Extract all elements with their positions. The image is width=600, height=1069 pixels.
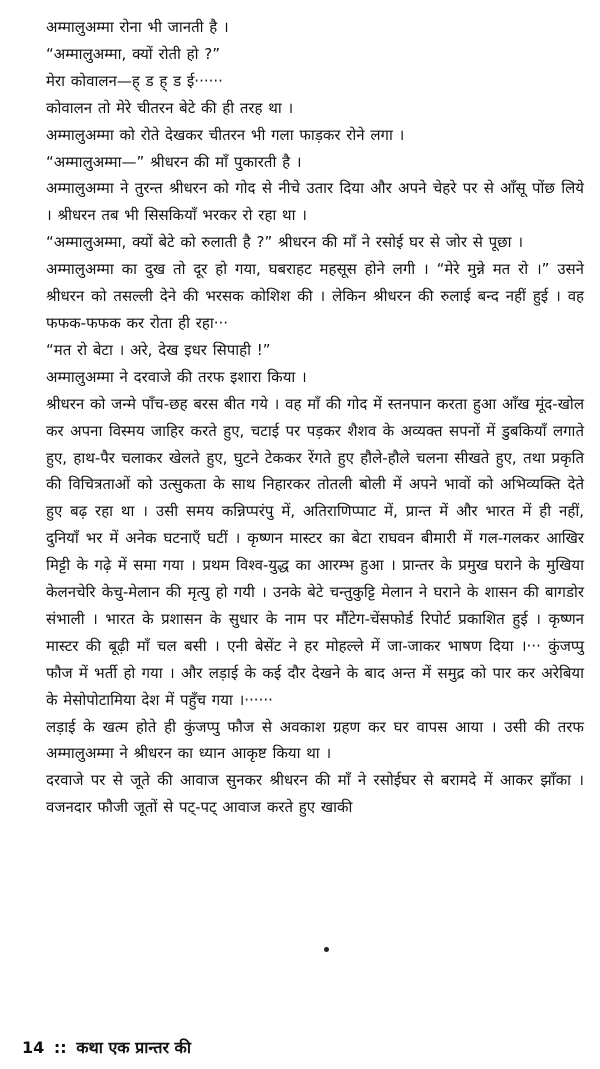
page-footer [22, 1036, 191, 1058]
paragraph: “मत रो बेटा । अरे, देख इधर सिपाही !” [46, 340, 271, 359]
paragraph: अम्मालुअम्मा को रोते देखकर चीतरन भी गला फाड़कर रोने लगा । [46, 125, 405, 144]
paragraph: “अम्मालुअम्मा, क्यों रोती हो ?” [46, 44, 221, 63]
paragraph: अम्मालुअम्मा का दुख तो दूर हो गया, घबराहट महसूस होने लगी । “मेरे मुन्ने मत रो ।” उसने श्रीधरन को तसल्ली देने की भरसक कोशिश की । लेकिन श्रीधरन की रुलाई बन्द नहीं हुई । वह फफक-फफक कर रोता ही रहा··· [46, 260, 584, 332]
paragraph: दरवाजे पर से जूते की आवाज सुनकर श्रीधरन की माँ ने रसोईघर से बरामदे में आकर झाँका । वजनदार फौजी जूतों से पट्-पट् आवाज करते हुए खाकी [46, 771, 584, 817]
page-number: 14 [22, 1038, 45, 1057]
footer-separator: :: [53, 1038, 67, 1057]
paragraph: अम्मालुअम्मा ने दरवाजे की तरफ इशारा किया । [46, 367, 307, 386]
book-title: कथा एक प्रान्तर की [76, 1038, 191, 1057]
paragraph: श्रीधरन को जन्मे पाँच-छह बरस बीत गये । वह माँ की गोद में स्तनपान करता हुआ आँख मूंद-खोल कर अपना विस्मय जाहिर करते हुए, चटाई पर पड़कर शैशव के अव्यक्त सपनों में डुबकियाँ लगाते हुए, हाथ-पैर चलाकर खेलते हुए, घुटने टेककर रेंगते हुए हौले-हौले चलना सीखते हुए, तथा प्रकृति की विचित्रताओं को उत्सुकता के साथ निहारकर तोतली बोली में अपने भावों को अभिव्यक्ति देते हुए बढ़ रहा था । उसी समय कन्निप्परंपु में, अतिराणिप्पाट में, प्रान्त में और भारत में ही नहीं, दुनियाँ भर में अनेक घटनाएँ घटीं । कृष्णन मास्टर का बेटा राघवन बीमारी में गल-गलकर आखिर मिट्टी के गढ़े में समा गया । प्रथम विश्व-युद्ध का आरम्भ हुआ । प्रान्तर के प्रमुख घराने के मुखिया केलनचेरि केचु-मेलान की मृत्यु हो गयी । उनके बेटे चन्तुकुट्टि मेलान ने घराने के शासन की बागडोर संभाली । भारत के प्रशासन के सुधार के नाम पर मौंटेग-चेंसफोर्ड रिपोर्ट प्रकाशित हुई । कृष्णन मास्टर की बूढ़ी माँ चल बसी । एनी बेसेंट ने हर मोहल्ले में जा-जाकर भाषण दिया ।··· कुंजप्पु फौज में भर्ती हो गया । और लड़ाई के कई दौर देखने के बाद अन्त में समुद्र को पार कर अरेबिया के मेसोपोटामिया देश में पहुँच गया ।······ [46, 394, 584, 709]
paragraph: अम्मालुअम्मा ने तुरन्त श्रीधरन को गोद से नीचे उतार दिया और अपने चेहरे पर से आँसू पोंछ लिये । श्रीधरन तब भी सिसकियाँ भरकर रो रहा था । [46, 179, 584, 225]
paragraph: लड़ाई के खत्म होते ही कुंजप्पु फौज से अवकाश ग्रहण कर घर वापस आया । उसी की तरफ अम्मालुअम्मा ने श्रीधरन का ध्यान आकृष्ट किया था । [46, 717, 584, 763]
body-text [46, 14, 584, 821]
paragraph: अम्मालुअम्मा रोना भी जानती है । [46, 18, 229, 36]
paragraph: “अम्मालुअम्मा, क्यों बेटे को रुलाती है ?” श्रीधरन की माँ ने रसोई घर से जोर से पूछा । [46, 233, 524, 252]
paragraph: मेरा कोवालन—ह् ड ह् ड ई······ [46, 71, 223, 90]
paragraph: कोवालन तो मेरे चीतरन बेटे की ही तरह था । [46, 98, 294, 117]
paragraph: “अम्मालुअम्मा—” श्रीधरन की माँ पुकारती है । [46, 152, 302, 171]
ink-dot [324, 947, 329, 952]
